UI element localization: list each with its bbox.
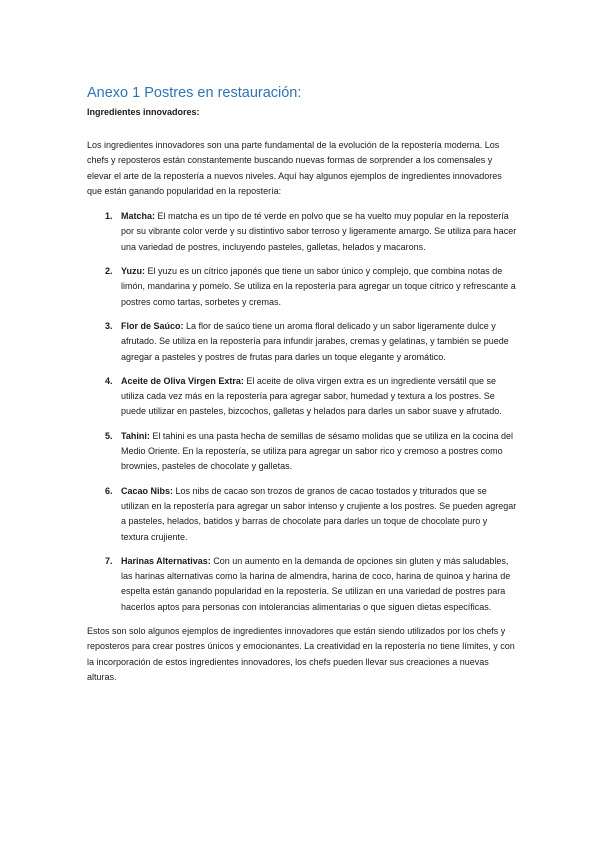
- list-item: [87, 429, 517, 475]
- item-number: 4.: [105, 375, 113, 386]
- item-term: Harinas Alternativas:: [121, 555, 211, 566]
- item-text: El tahini es una pasta hecha de semillas de sésamo molidas que se utiliza en la cocina del Medio Oriente. En la repostería, se utiliza para agregar un sabor rico y cremoso a postres como brownies, pasteles de chocolate y galletas.: [121, 430, 514, 472]
- list-item: [87, 209, 517, 255]
- item-number: 6.: [105, 485, 113, 496]
- list-item: [87, 554, 517, 615]
- item-text: La flor de saúco tiene un aroma floral delicado y un sabor ligeramente dulce y afrutado. Se utiliza en la repostería para infundir jarabes, cremas y gelatinas, y también se puede agregar a pasteles y postres de frutas para darles un toque elegante y aromático.: [121, 320, 509, 362]
- list-item: [87, 374, 517, 420]
- item-term: Cacao Nibs:: [121, 485, 174, 496]
- item-term: Yuzu:: [121, 266, 145, 277]
- item-text: El aceite de oliva virgen extra es un ingrediente versátil que se utiliza cada vez más en la repostería para agregar sabor, humedad y textura a los postres. Se puede utilizar en pasteles, bizcochos, galletas y helados para darles un sabor suave y afrutado.: [121, 375, 502, 417]
- item-text: El matcha es un tipo de té verde en polvo que se ha vuelto muy popular en la repostería por su vibrante color verde y su distintivo sabor terroso y ligeramente amargo. Se utiliza para hacer una variedad de postres, incluyendo pasteles, galletas, helados y macarons.: [121, 211, 517, 252]
- item-term: Matcha:: [121, 211, 156, 222]
- item-term: Flor de Saúco:: [121, 320, 184, 331]
- document-content: [87, 84, 517, 685]
- list-item: [87, 319, 517, 365]
- section-subheading: Ingredientes innovadores:: [87, 107, 200, 117]
- item-text: Los nibs de cacao son trozos de granos de cacao tostados y triturados que se utilizan en la repostería para agregar un sabor intenso y crujiente a los postres. Se pueden agregar a pasteles, helados, batidos y barras de chocolate para darles un toque de chocolate puro y textura crujiente.: [121, 485, 517, 542]
- item-number: 1.: [105, 211, 113, 222]
- intro-paragraph: Los ingredientes innovadores son una parte fundamental de la evolución de la repostería moderna. Los chefs y reposteros están constantemente buscando nuevas formas de sorprender a los comensales y elevar el arte de la repostería a nuevos niveles. Aquí hay algunos ejemplos de ingredientes innovadores que están ganando popularidad en la repostería:: [87, 140, 502, 196]
- item-term: Tahini:: [121, 430, 150, 441]
- item-number: 5.: [105, 430, 113, 441]
- item-number: 7.: [105, 555, 113, 566]
- annex-heading: Anexo 1 Postres en restauración:: [87, 85, 302, 101]
- item-text: Con un aumento en la demanda de opciones sin gluten y más saludables, las harinas alternativas como la harina de almendra, harina de coco, harina de quinoa y harina de espelta están ganando popularidad en la repostería. Se utilizan en una variedad de postres para hacerlos aptos para personas con intolerancias alimentarias o que siguen dietas específicas.: [121, 555, 511, 612]
- closing-paragraph: Estos son solo algunos ejemplos de ingredientes innovadores que están siendo utilizados por los chefs y reposteros para crear postres únicos y emocionantes. La creatividad en la repostería no tiene límites, y con la incorporación de estos ingredientes innovadores, los chefs pueden llevar sus creaciones a nuevas alturas.: [87, 626, 515, 682]
- item-number: 3.: [105, 320, 113, 331]
- list-item: [87, 484, 517, 545]
- item-text: El yuzu es un cítrico japonés que tiene un sabor único y complejo, que combina notas de limón, mandarina y pomelo. Se utiliza en la repostería para agregar un toque cítrico y refrescante a postres como tartas, sorbetes y cremas.: [121, 266, 516, 307]
- item-number: 2.: [105, 266, 113, 277]
- ingredient-list: [87, 209, 517, 615]
- list-item: [87, 264, 517, 310]
- item-term: Aceite de Oliva Virgen Extra:: [121, 375, 244, 386]
